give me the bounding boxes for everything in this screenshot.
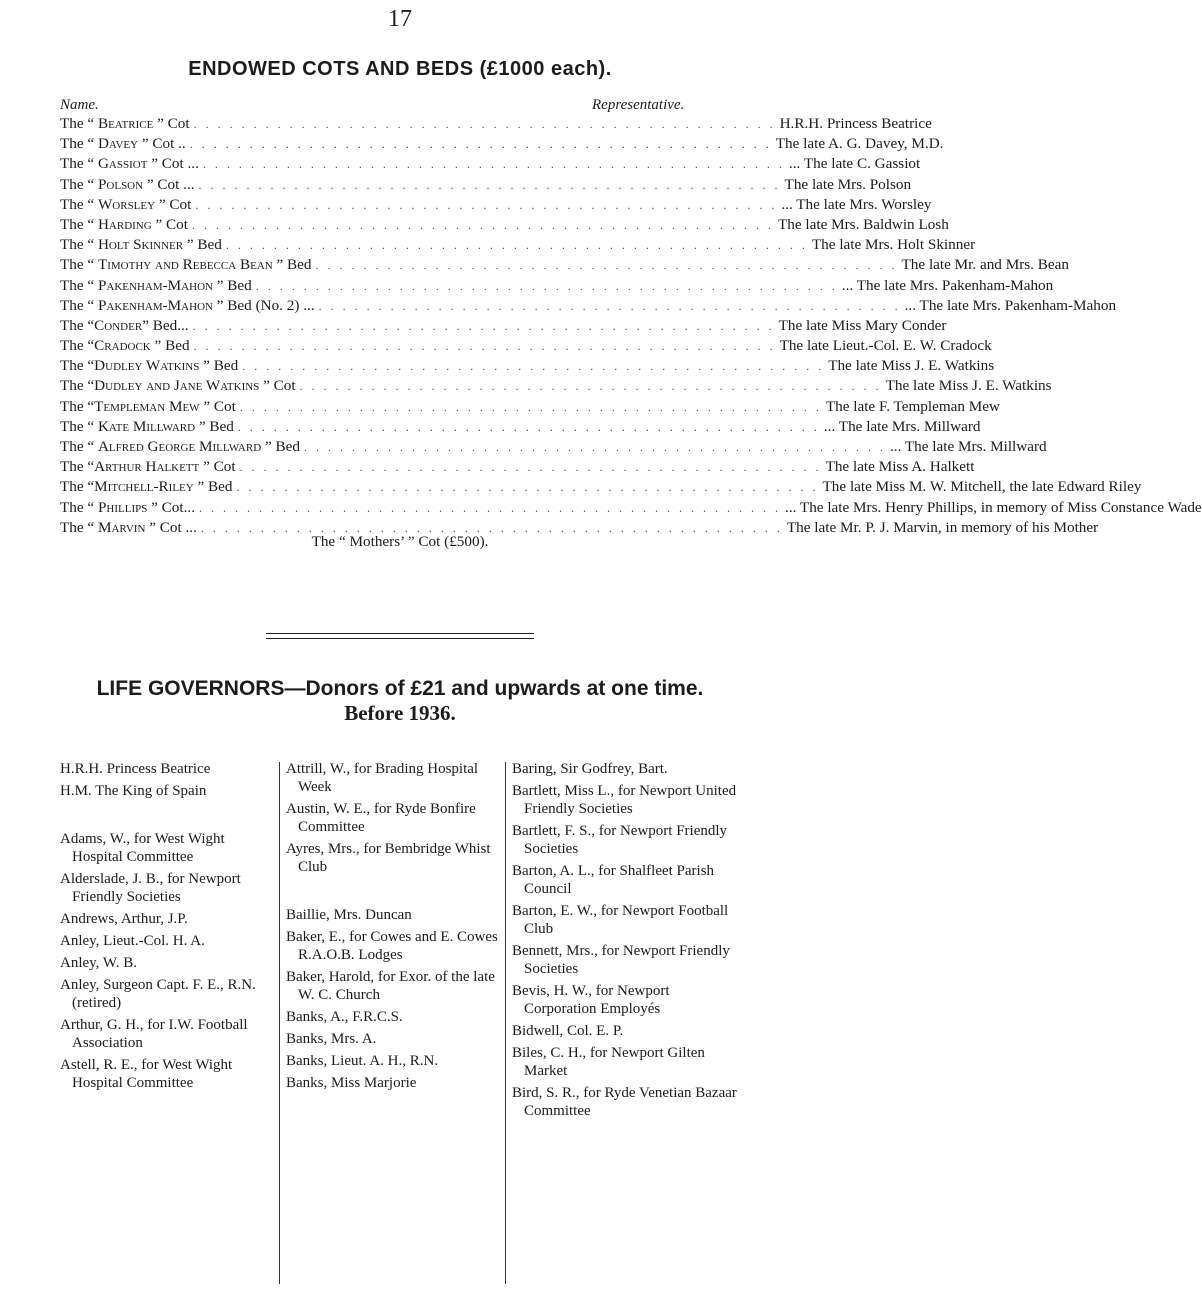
cot-name <box>60 196 191 214</box>
representative-column-header: Representative. <box>592 97 685 113</box>
cot-name-suffix: ” Bed <box>193 478 233 496</box>
cot-row <box>60 316 947 337</box>
cot-name-title: Polson <box>97 175 144 193</box>
leader-dots: . . . . . . . . . . . . . . . . . . . . . . . . . . . . . . . . . . . . . . . . . . . . . . . . . <box>192 318 775 333</box>
cot-name <box>60 256 312 274</box>
cot-representative: The late Miss M. W. Mitchell, the late Edward Riley <box>822 478 1142 496</box>
governor-entry: Banks, Mrs. A. <box>286 1031 377 1047</box>
cot-row <box>60 458 975 478</box>
cot-name-title: Pakenham-Mahon <box>97 296 213 314</box>
cot-name-prefix: The “ <box>60 357 95 375</box>
cot-name-prefix: The “ <box>60 195 98 213</box>
cot-representative: H.R.H. Princess Beatrice <box>779 115 932 132</box>
cot-name <box>60 458 236 476</box>
cot-name-title: Conder <box>94 316 143 334</box>
leader-dots: . . . . . . . . . . . . . . . . . . . . . . . . . . . . . . . . . . . . . . . . . . . . . . . . . <box>193 117 776 131</box>
cot-name-prefix: The “ <box>60 417 98 435</box>
governor-entry: Baker, E., for Cowes and E. Cowes R.A.O.B. Lodges <box>286 929 498 963</box>
cot-representative: The late Miss J. E. Watkins <box>885 377 1052 395</box>
leader-dots: . . . . . . . . . . . . . . . . . . . . . . . . . . . . . . . . . . . . . . . . . . . . . . . . . <box>202 157 785 172</box>
cot-name-prefix: The “ <box>60 498 98 516</box>
cot-row <box>60 377 1052 397</box>
governor-entry: Andrews, Arthur, J.P. <box>60 911 188 927</box>
cot-row <box>60 498 1202 519</box>
column-divider-2 <box>505 762 506 1284</box>
governor-entry: Arthur, G. H., for I.W. Football Association <box>60 1017 248 1051</box>
cot-name <box>60 418 234 436</box>
governor-entry: Bevis, H. W., for Newport Corporation Employés <box>512 983 670 1017</box>
leader-dots: . . . . . . . . . . . . . . . . . . . . . . . . . . . . . . . . . . . . . . . . . . . . . . . . . <box>318 298 901 313</box>
cot-name-prefix: The “ <box>60 256 98 274</box>
governor-entry: Anley, Lieut.-Col. H. A. <box>60 933 205 949</box>
cot-row <box>60 215 949 236</box>
cot-name-suffix: ” Cot <box>199 458 236 476</box>
leader-dots: . . . . . . . . . . . . . . . . . . . . . . . . . . . . . . . . . . . . . . . . . . . . . . . . . <box>189 137 772 152</box>
cot-name-prefix: The “ <box>60 478 95 496</box>
cot-row <box>60 478 1142 498</box>
cot-name-prefix: The “ <box>60 135 98 153</box>
cot-name-prefix: The “ <box>60 397 95 415</box>
cot-name-title: Davey <box>97 135 139 153</box>
cot-name-title: Arthur Halkett <box>94 458 200 476</box>
governor-entry: Banks, Miss Marjorie <box>286 1075 417 1091</box>
governor-entry: Barton, A. L., for Shalfleet Parish Council <box>512 863 715 897</box>
governor-entry: Adams, W., for West Wight Hospital Committee <box>60 831 225 865</box>
governor-entry: Bartlett, Miss L., for Newport United Friendly Societies <box>512 783 737 817</box>
endowed-cots-heading: ENDOWED COTS AND BEDS (£1000 each). <box>188 58 612 80</box>
cot-name <box>60 317 189 335</box>
governor-entry: Astell, R. E., for West Wight Hospital Committee <box>60 1057 233 1091</box>
governor-entry: H.M. The King of Spain <box>60 783 207 799</box>
cot-representative: The late Mr. and Mrs. Bean <box>901 256 1069 274</box>
cot-name-suffix: ” Cot <box>153 115 190 132</box>
cot-name-prefix: The “ <box>60 296 98 314</box>
cot-name-suffix: ” Cot... <box>147 498 196 516</box>
cot-name-prefix: The “ <box>60 518 98 536</box>
cot-representative: The late Miss J. E. Watkins <box>828 357 995 375</box>
leader-dots: . . . . . . . . . . . . . . . . . . . . . . . . . . . . . . . . . . . . . . . . . . . . . . . . . <box>198 177 781 192</box>
cot-name-prefix: The “ <box>60 175 98 193</box>
governor-entry: Anley, W. B. <box>60 955 137 971</box>
governor-entry: Alderslade, J. B., for Newport Friendly Societies <box>60 871 241 905</box>
cot-name-suffix: ” Cot ... <box>147 155 199 173</box>
cot-name-suffix: ” Bed... <box>142 316 189 334</box>
cot-row <box>60 175 912 196</box>
cot-name <box>60 277 252 295</box>
cot-name-suffix: ” Bed <box>183 236 222 254</box>
leader-dots: . . . . . . . . . . . . . . . . . . . . . . . . . . . . . . . . . . . . . . . . . . . . . . . . . <box>199 500 782 515</box>
cot-row <box>60 357 995 377</box>
governor-entry: Bartlett, F. S., for Newport Friendly Societies <box>512 823 728 857</box>
cot-representative: The late Mrs. Baldwin Losh <box>777 215 949 233</box>
cot-name <box>60 337 190 355</box>
governor-entry: Baillie, Mrs. Duncan <box>286 907 412 923</box>
cot-name-prefix: The “ <box>60 236 98 254</box>
cot-name-title: Kate Millward <box>97 417 196 435</box>
divider-rule-top <box>266 633 534 634</box>
cot-name-suffix: ” Bed <box>261 438 300 455</box>
cot-name <box>60 236 222 254</box>
leader-dots: . . . . . . . . . . . . . . . . . . . . . . . . . . . . . . . . . . . . . . . . . . . . . . . . . <box>239 460 822 475</box>
cot-name-title: Dudley Watkins <box>94 357 200 375</box>
governor-entry: Ayres, Mrs., for Bembridge Whist Club <box>286 841 491 875</box>
cot-row <box>60 438 1047 458</box>
governor-entry: Bird, S. R., for Ryde Venetian Bazaar Committee <box>512 1085 737 1119</box>
cot-name-suffix: ” Cot <box>151 215 188 233</box>
cot-representative: The late Mrs. Holt Skinner <box>811 236 976 254</box>
cot-name-title: Timothy and Rebecca Bean <box>97 256 273 274</box>
cot-name <box>60 398 236 416</box>
governor-entry: Anley, Surgeon Capt. F. E., R.N. (retired) <box>60 977 256 1011</box>
cot-name <box>60 438 300 456</box>
cot-name-suffix: ” Bed <box>272 256 312 274</box>
page-number: 17 <box>388 6 412 32</box>
cot-representative: The late F. Templeman Mew <box>825 397 1001 415</box>
cot-name <box>60 176 195 194</box>
cot-name-suffix: ” Bed <box>199 357 239 375</box>
governors-column-3 <box>512 760 744 1124</box>
cot-name-prefix: The “ <box>60 438 98 455</box>
cot-name-suffix: ” Bed <box>212 276 252 294</box>
column-divider-1 <box>279 762 280 1284</box>
governor-entry: H.R.H. Princess Beatrice <box>60 761 211 777</box>
cot-row <box>60 195 932 216</box>
cot-name-suffix: ” Cot <box>199 397 236 415</box>
cot-name <box>60 115 190 133</box>
governor-entry: Banks, A., F.R.C.S. <box>286 1009 403 1025</box>
cot-representative: ... The late Mrs. Henry Phillips, in memory of Miss Constance Wade <box>785 498 1202 516</box>
governor-entry: Bidwell, Col. E. P. <box>512 1023 624 1039</box>
cot-representative: ... The late Mrs. Millward <box>889 438 1047 455</box>
cot-name-title: Cradock <box>94 337 151 355</box>
cot-representative: ... The late C. Gassiot <box>788 155 921 173</box>
cot-representative: ... The late Mrs. Pakenham-Mahon <box>904 296 1117 314</box>
cot-row <box>60 337 992 357</box>
cot-representative: The late Mrs. Polson <box>784 175 912 193</box>
cot-representative: ... The late Mrs. Millward <box>823 417 981 435</box>
cot-name-suffix: ” Cot ... <box>143 175 195 193</box>
cot-row <box>60 276 1054 297</box>
cot-row <box>60 256 1069 276</box>
cot-name-title: Harding <box>97 215 152 233</box>
mothers-cot-line: The “ Mothers’ ” Cot (£500). <box>311 533 489 550</box>
cot-representative: ... The late Mrs. Pakenham-Mahon <box>841 276 1054 294</box>
cot-name-suffix: ” Cot .. <box>138 135 186 153</box>
cot-row <box>60 155 921 175</box>
cot-name-title: Marvin <box>97 518 146 536</box>
divider-rule-bottom <box>266 638 534 639</box>
cot-name-title: Dudley and Jane Watkins <box>94 377 260 395</box>
leader-dots: . . . . . . . . . . . . . . . . . . . . . . . . . . . . . . . . . . . . . . . . . . . . . . . . . <box>236 480 819 495</box>
cot-name-title: Beatrice <box>97 115 154 132</box>
cot-name-prefix: The “ <box>60 337 95 355</box>
cot-name-prefix: The “ <box>60 377 95 395</box>
life-governors-subheading: Before 1936. <box>344 701 456 725</box>
cot-name-suffix: ” Bed (No. 2) ... <box>212 296 315 314</box>
cot-representative: The late A. G. Davey, M.D. <box>775 135 944 153</box>
cot-name-prefix: The “ <box>60 155 98 173</box>
cot-representative: The late Mr. P. J. Marvin, in memory of his Mother <box>786 518 1099 536</box>
cot-name-title: Worsley <box>97 195 156 213</box>
leader-dots: . . . . . . . . . . . . . . . . . . . . . . . . . . . . . . . . . . . . . . . . . . . . . . . . . <box>299 379 882 394</box>
governor-entry: Banks, Lieut. A. H., R.N. <box>286 1053 439 1069</box>
spacer <box>60 804 278 826</box>
leader-dots: . . . . . . . . . . . . . . . . . . . . . . . . . . . . . . . . . . . . . . . . . . . . . . . . . <box>195 197 778 212</box>
cot-name <box>60 377 296 395</box>
cot-name-title: Mitchell-Riley <box>94 478 194 496</box>
cot-name-suffix: ” Cot <box>259 377 296 395</box>
leader-dots: . . . . . . . . . . . . . . . . . . . . . . . . . . . . . . . . . . . . . . . . . . . . . . . . . <box>193 339 776 354</box>
leader-dots: . . . . . . . . . . . . . . . . . . . . . . . . . . . . . . . . . . . . . . . . . . . . . . . . . <box>237 419 820 434</box>
leader-dots: . . . . . . . . . . . . . . . . . . . . . . . . . . . . . . . . . . . . . . . . . . . . . . . . . <box>242 359 825 374</box>
governor-entry: Baker, Harold, for Exor. of the late W. C. Church <box>286 969 495 1003</box>
cot-name-suffix: ” Cot ... <box>145 518 197 536</box>
cot-name <box>60 357 238 375</box>
governor-entry: Bennett, Mrs., for Newport Friendly Societies <box>512 943 730 977</box>
cot-name <box>60 499 195 517</box>
governors-column-2 <box>286 760 502 1096</box>
leader-dots: . . . . . . . . . . . . . . . . . . . . . . . . . . . . . . . . . . . . . . . . . . . . . . . . . <box>239 399 822 414</box>
leader-dots: . . . . . . . . . . . . . . . . . . . . . . . . . . . . . . . . . . . . . . . . . . . . . . . . . <box>315 258 898 273</box>
cot-row <box>60 236 976 256</box>
governor-entry: Attrill, W., for Brading Hospital Week <box>286 761 479 795</box>
cot-name-title: Pakenham-Mahon <box>97 276 213 294</box>
cot-row <box>60 296 1117 317</box>
spacer <box>286 880 502 902</box>
governor-entry: Baring, Sir Godfrey, Bart. <box>512 761 668 777</box>
cot-row <box>60 397 1001 418</box>
leader-dots: . . . . . . . . . . . . . . . . . . . . . . . . . . . . . . . . . . . . . . . . . . . . . . . . . <box>303 440 886 454</box>
cot-name-prefix: The “ <box>60 458 95 476</box>
cot-name-suffix: ” Cot <box>155 195 192 213</box>
cot-name-prefix: The “ <box>60 316 95 334</box>
cot-name <box>60 135 186 153</box>
life-governors-heading: LIFE GOVERNORS—Donors of £21 and upwards at one time. <box>96 677 704 700</box>
governor-entry: Austin, W. E., for Ryde Bonfire Committee <box>286 801 476 835</box>
cot-name <box>60 155 199 173</box>
cot-representative: The late Miss A. Halkett <box>825 458 975 476</box>
governor-entry: Barton, E. W., for Newport Football Club <box>512 903 729 937</box>
cot-name-prefix: The “ <box>60 115 98 132</box>
cot-name <box>60 297 315 315</box>
cot-row <box>60 115 932 135</box>
cot-name-title: Gassiot <box>97 155 148 173</box>
cot-name <box>60 478 233 496</box>
cot-representative: The late Miss Mary Conder <box>778 316 947 334</box>
leader-dots: . . . . . . . . . . . . . . . . . . . . . . . . . . . . . . . . . . . . . . . . . . . . . . . . . <box>191 217 774 232</box>
name-column-header: Name. <box>60 97 99 113</box>
cot-representative: The late Lieut.-Col. E. W. Cradock <box>779 337 992 355</box>
cot-name-title: Phillips <box>97 498 148 516</box>
cot-name-prefix: The “ <box>60 215 98 233</box>
leader-dots: . . . . . . . . . . . . . . . . . . . . . . . . . . . . . . . . . . . . . . . . . . . . . . . . . <box>255 278 838 293</box>
cot-name <box>60 216 188 234</box>
endowed-cots-list <box>60 115 1202 539</box>
cot-name-suffix: ” Bed <box>195 417 234 435</box>
cot-name-title: Alfred George Millward <box>97 438 262 455</box>
cot-name-title: Templeman Mew <box>94 397 200 415</box>
cot-name-suffix: ” Bed <box>150 337 190 355</box>
cot-row <box>60 417 981 438</box>
leader-dots: . . . . . . . . . . . . . . . . . . . . . . . . . . . . . . . . . . . . . . . . . . . . . . . . . <box>225 238 808 253</box>
cot-name-title: Holt Skinner <box>97 236 184 254</box>
cot-name-prefix: The “ <box>60 276 98 294</box>
leader-dots: . . . . . . . . . . . . . . . . . . . . . . . . . . . . . . . . . . . . . . . . . . . . . . . . . <box>200 520 783 535</box>
governor-entry: Biles, C. H., for Newport Gilten Market <box>512 1045 705 1079</box>
cot-row <box>60 135 944 155</box>
cot-representative: ... The late Mrs. Worsley <box>781 195 932 213</box>
governors-column-1 <box>60 760 278 1096</box>
